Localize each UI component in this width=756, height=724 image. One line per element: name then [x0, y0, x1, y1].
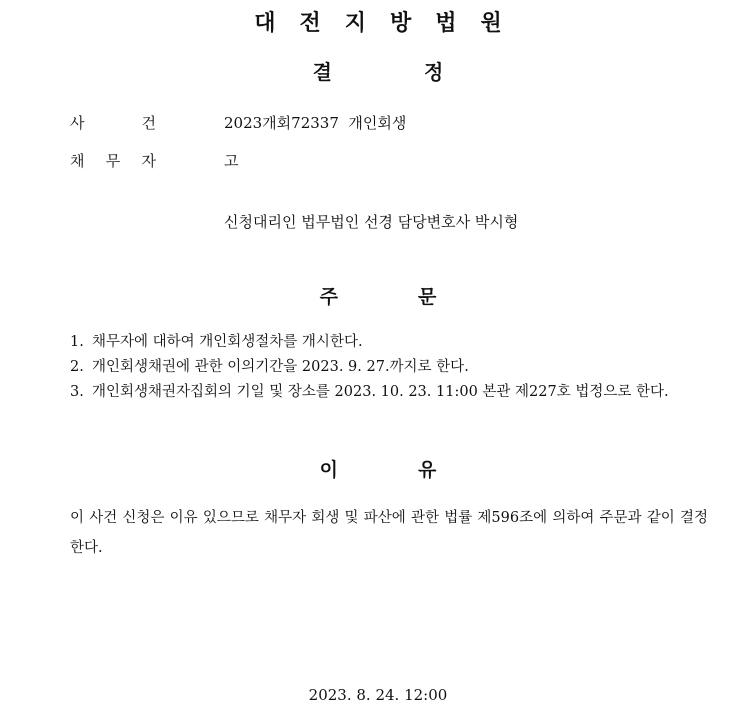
order-item — [70, 355, 710, 380]
case-label-char: 사 — [70, 114, 85, 132]
order-item — [70, 330, 710, 355]
case-label — [70, 112, 156, 134]
order-item-number: 1. — [70, 334, 84, 350]
case-number: 2023개회72337 개인회생 — [224, 114, 407, 132]
reason-heading: 이유 — [319, 459, 517, 481]
order-item-text: 개인회생채권에 관한 이의기간을 2023. 9. 27.까지로 한다. — [92, 359, 469, 375]
order-heading: 주문 — [319, 286, 517, 308]
debtor-label-char: 채 — [70, 152, 85, 170]
debtor-label — [70, 150, 156, 172]
order-list — [70, 330, 710, 405]
reason-text: 이 사건 신청은 이유 있으므로 채무자 회생 및 파산에 관한 법률 제596조에 의하여 주문과 같이 결정한다. — [70, 510, 708, 556]
case-label-char: 건 — [141, 114, 156, 132]
debtor-row — [70, 150, 239, 172]
applicant-agent: 신청대리인 법무법인 선경 담당변호사 박시형 — [224, 213, 519, 231]
order-item-text: 채무자에 대하여 개인회생절차를 개시한다. — [92, 334, 363, 350]
decision-date: 2023. 8. 24. 12:00 — [308, 686, 448, 704]
order-item-number: 3. — [70, 384, 84, 400]
case-row — [70, 112, 406, 134]
debtor-name: 고 — [224, 152, 239, 170]
order-item — [70, 380, 710, 405]
debtor-label-char: 자 — [141, 152, 156, 170]
document-type: 결정 — [312, 60, 536, 84]
court-name: 대전지방법원 — [254, 11, 526, 36]
debtor-label-char: 무 — [105, 152, 121, 170]
order-item-text: 개인회생채권자집회의 기일 및 장소를 2023. 10. 23. 11:00 본관 제227호 법정으로 한다. — [92, 384, 669, 400]
order-item-number: 2. — [70, 359, 84, 375]
